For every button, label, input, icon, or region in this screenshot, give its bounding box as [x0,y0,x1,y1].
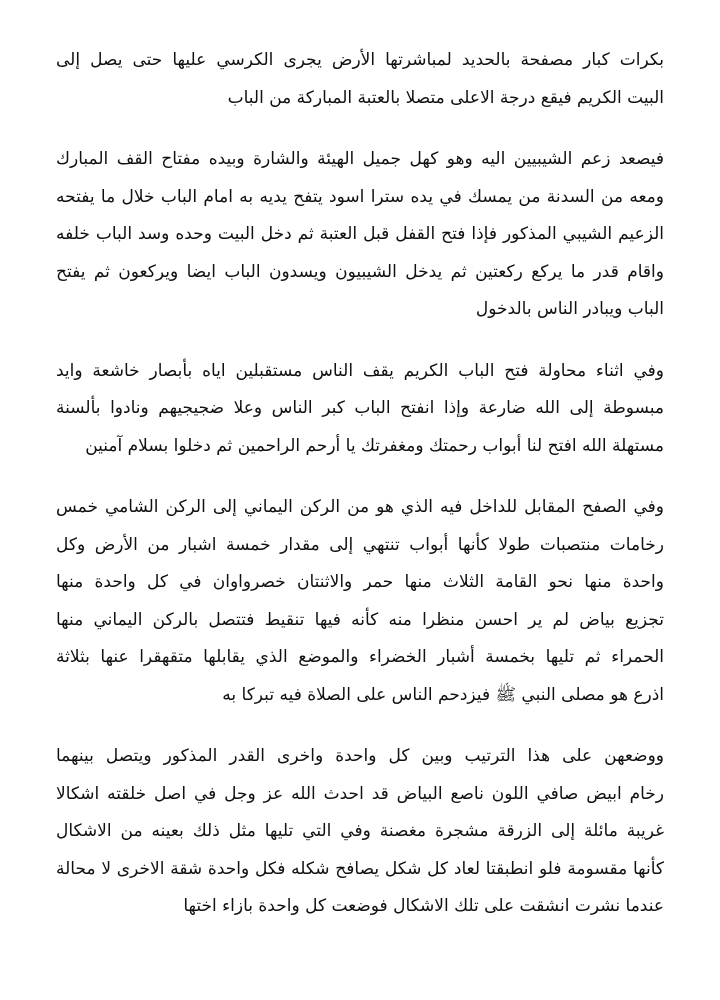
text-line: فيصعد زعم الشيبيين اليه وهو كهل جميل الهيئة والشارة وبيده مفتاح القف المبارك [56,149,664,169]
text-line: اذرع هو مصلى النبي ﷺ فيزدحم الناس على الصلاة فيه تبركا به [222,684,664,705]
text-line: كأنها مقسومة فلو انطبقتا لعاد كل شكل يصافح شكله فكل واحدة شقة الاخرى لا محالة [56,858,664,879]
paragraph-3 [56,353,664,466]
text-line: ووضعهن على هذا الترتيب وبين كل واحدة واخرى القدر المذكور ويتصل بينهما [56,746,664,766]
text-line: بكرات كبار مصفحة بالحديد لمباشرتها الأرض يجرى الكرسي عليها حتى يصل إلى [56,50,664,70]
text-line: وفي اثناء محاولة فتح الباب الكريم يقف الناس مستقبلين اياه بأبصار خاشعة وايد [56,360,664,381]
paragraph-1 [56,42,664,117]
paragraph-5 [56,738,664,926]
text-line: واقام قدر ما يركع ركعتين ثم يدخل الشيبيون ويسدون الباب ايضا ويركعون ثم يفتح [56,261,664,282]
paragraph-2 [56,141,664,329]
text-line: تجزيع بياض لم ير احسن منظرا منه كأنه فيها تنقيط فتتصل بالركن اليماني منها [56,609,664,630]
text-line: ومعه من السدنة من يمسك في يده سترا اسود يتفح يديه به امام الباب خلال ما يفتحه [56,186,664,207]
text-line: مستهلة الله افتح لنا أبواب رحمتك ومغفرتك يا أرحم الراحمين ثم دخلوا بسلام آمنين [85,435,664,456]
text-line: عندما نشرت انشقت على تلك الاشكال فوضعت كل واحدة بازاء اختها [183,896,664,916]
text-line: رخام ابيض صافي اللون ناصع البياض قد احدث الله عز وجل في اصل خلقته اشكالا [56,783,664,804]
text-line: مبسوطة إلى الله ضارعة وإذا انفتح الباب كبر الناس وعلا ضجيجيهم ونادوا بألسنة [56,398,664,418]
text-line: الباب ويبادر الناس بالدخول [475,299,664,319]
text-line: واحدة منها نحو القامة الثلاث منها حمر والاثنتان خصرواوان في كل واحدة منها [56,572,664,592]
text-line: البيت الكريم فيقع درجة الاعلى متصلا بالعتبة المباركة من الباب [227,87,664,108]
text-line: الزعيم الشيبي المذكور فإذا فتح القفل قبل العتبة ثم دخل البيت وحده وسد الباب خلفه [56,224,664,244]
text-line: غريبة مائلة إلى الزرقة مشجرة مغصنة وفي التي تليها مثل ذلك بعينه من الاشكال [56,821,664,841]
paragraph-4 [56,489,664,714]
text-line: رخامات منتصبات طولا كأنها أبواب تنتهي إلى مقدار خمسة اشبار من الأرض وكل [56,534,664,555]
text-line: الحمراء ثم تليها بخمسة أشبار الخضراء والموضع الذي يقابلها متقهقرا عنها بثلاثة [56,647,664,667]
text-line: وفي الصفح المقابل للداخل فيه الذي هو من الركن اليماني إلى الركن الشامي خمس [56,497,664,517]
